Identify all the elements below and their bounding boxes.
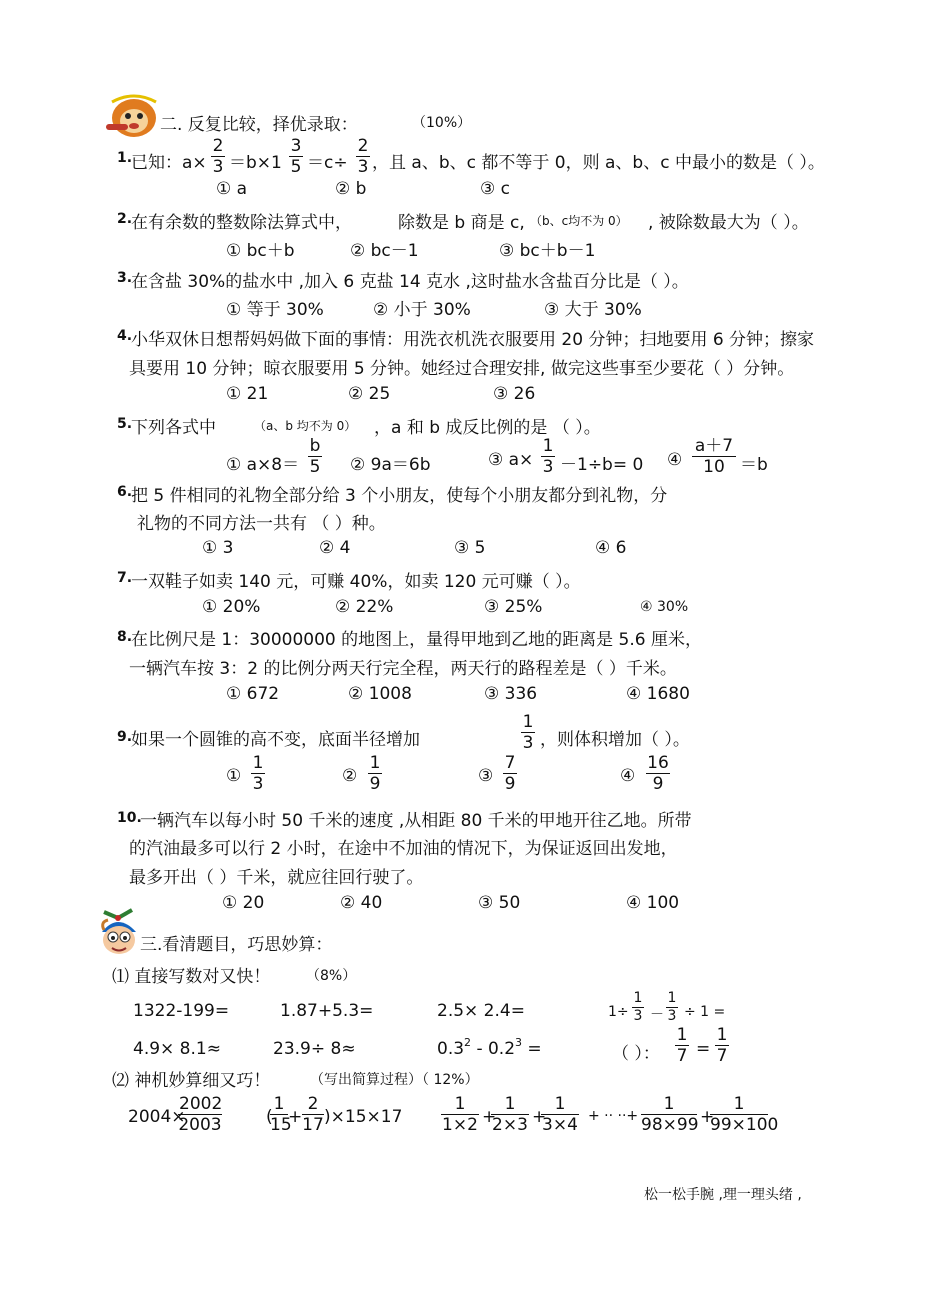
q2-text-a: 在有余数的整数除法算式中， [131, 213, 352, 233]
part1-score: （8%） [306, 968, 357, 984]
calc-8-a: （ ）： [612, 1044, 660, 1064]
q9-option-4-fraction [646, 753, 670, 794]
expression-1-fraction-den: 2003 [178, 1115, 222, 1135]
calc-4-c: ÷ 1 = [684, 1004, 726, 1020]
expression-3-term-5-den: 99×100 [710, 1115, 779, 1135]
calc-5: 4.9× 8.1≈ [133, 1039, 221, 1059]
q1-fraction-3-num: 2 [357, 136, 369, 156]
expression-1-fraction-num: 2002 [179, 1094, 223, 1114]
q5-option-3-fraction [541, 436, 555, 477]
expression-3-term-3-den: 3×4 [542, 1115, 578, 1135]
calc-8-fraction-2 [715, 1025, 729, 1066]
calc-4-b: － [650, 1007, 664, 1023]
q4-number: 4. [117, 328, 133, 344]
q5-option-1-fraction [308, 436, 322, 477]
q2-text-c: , 被除数最大为（ ）。 [648, 213, 809, 233]
calc-1: 1322-199= [133, 1001, 230, 1021]
q9-option-2-fraction [368, 753, 382, 794]
q10-number: 10. [117, 810, 142, 826]
q4-option-3: ③ 26 [493, 384, 536, 404]
calc-4-fraction-1-num: 1 [633, 990, 643, 1006]
q9-option-3-den: 9 [504, 774, 516, 794]
q1-fraction-2-num: 3 [290, 136, 302, 156]
expression-1-fraction [178, 1094, 222, 1135]
q1-text-c: ＝c÷ [307, 153, 348, 173]
calc-3: 2.5× 2.4= [437, 1001, 525, 1021]
q7-text: 一双鞋子如卖 140 元，可赚 40%，如卖 120 元可赚（ ）。 [131, 572, 581, 592]
q5-text-a: 下列各式中 [131, 418, 216, 438]
q9-option-3-num: 7 [504, 753, 516, 773]
q5-number: 5. [117, 416, 133, 432]
calc-4-fraction-2-num: 1 [667, 990, 677, 1006]
q7-option-4: ④ 30% [640, 599, 689, 615]
q1-fraction-2 [289, 136, 303, 177]
calc-7-exp-1: 2 [464, 1036, 472, 1049]
expression-2-b: )×15×17 [324, 1107, 403, 1127]
q3-option-2: ② 小于 30% [373, 300, 471, 320]
q6-line1: 把 5 件相同的礼物全部分给 3 个小朋友，使每个小朋友都分到礼物，分 [131, 486, 668, 506]
expression-3-plus-2: + [532, 1107, 547, 1127]
q4-option-2: ② 25 [348, 384, 391, 404]
expression-3-term-1-den: 1×2 [442, 1115, 478, 1135]
calc-8-fraction-2-num: 1 [716, 1025, 728, 1045]
expression-3-term-4-den: 98×99 [641, 1115, 699, 1135]
q10-line2: 的汽油最多可以行 2 小时，在途中不加油的情况下，为保证返回出发地， [129, 839, 678, 859]
q10-option-3: ③ 50 [478, 893, 521, 913]
calc-7-eq: = [522, 1039, 542, 1059]
expression-3-ellipsis: + ·· ··+ [588, 1108, 639, 1124]
expression-3-term-1-num: 1 [441, 1094, 479, 1115]
expression-3-term-3-num: 1 [541, 1094, 579, 1115]
part2-title: ⑵ 神机妙算细又巧！ [112, 1071, 271, 1091]
expression-3-term-2 [491, 1094, 529, 1135]
q9-option-1-num: 1 [252, 753, 264, 773]
q9-fraction [521, 712, 535, 753]
q1-text-a: 已知：a× [131, 153, 207, 173]
expression-2-fraction-2 [302, 1094, 324, 1135]
calc-7-exp-2: 3 [515, 1036, 523, 1049]
q5-option-3-text-b: －1÷b= 0 [560, 455, 644, 475]
q5-option-3-fraction-num: 1 [542, 436, 554, 456]
q10-option-1: ① 20 [222, 893, 265, 913]
q9-option-2-num: 1 [369, 753, 381, 773]
expression-3-term-5 [710, 1094, 779, 1135]
expression-3-term-4 [641, 1094, 697, 1135]
q5-option-1-text: ① a×8＝ [226, 455, 300, 475]
q9-option-3-mark: ③ [478, 766, 494, 786]
expression-3-term-2-num: 1 [491, 1094, 529, 1115]
q1-option-b: ② b [335, 179, 367, 199]
q9-fraction-den: 3 [522, 733, 534, 753]
monkey-mascot-icon [102, 94, 162, 144]
q7-option-1: ① 20% [202, 597, 261, 617]
q9-fraction-num: 1 [522, 712, 534, 732]
calc-7 [437, 1036, 542, 1059]
q5-text-b: ，a 和 b 成反比例的是 （ ）。 [374, 418, 601, 438]
section2-title: 二. 反复比较，择优录取： [160, 115, 358, 135]
q2-note: （b、c均不为 0） [530, 214, 628, 228]
q5-option-1-fraction-num: b [309, 436, 321, 456]
expression-2-fraction-1-num: 1 [270, 1094, 288, 1115]
calc-4-fraction-2-den: 3 [667, 1008, 677, 1024]
q1-text-b: ＝b×1 [229, 153, 282, 173]
expression-3-term-5-num: 1 [710, 1094, 768, 1115]
calc-8-fraction-1-num: 1 [676, 1025, 688, 1045]
q6-number: 6. [117, 484, 133, 500]
q8-option-4: ④ 1680 [626, 684, 690, 704]
q9-option-1-den: 3 [252, 774, 264, 794]
expression-2-fraction-1 [270, 1094, 292, 1135]
q10-line1: 一辆汽车以每小时 50 千米的速度 ,从相距 80 千米的甲地开往乙地。所带 [140, 811, 692, 831]
expression-1-a: 2004× [128, 1107, 186, 1127]
calc-8-fraction-1-den: 7 [676, 1046, 688, 1066]
q9-option-4-den: 9 [652, 774, 664, 794]
q6-line2: 礼物的不同方法一共有 （ ）种。 [137, 514, 386, 534]
q2-option-3: ③ bc＋b－1 [499, 241, 596, 261]
q9-option-4-mark: ④ [620, 766, 636, 786]
calc-4-a: 1÷ [608, 1004, 629, 1020]
section3-title: 三.看清题目，巧思妙算： [140, 935, 333, 955]
q5-option-4-mark: ④ [667, 450, 683, 470]
q1-text-d: ，且 a、b、c 都不等于 0，则 a、b、c 中最小的数是（ ）。 [372, 153, 825, 173]
q4-option-1: ① 21 [226, 384, 269, 404]
part1-title: ⑴ 直接写数对又快！ [112, 967, 271, 987]
q9-option-1-fraction [251, 753, 265, 794]
q9-option-1-mark: ① [226, 766, 242, 786]
expression-3-plus-1: + [482, 1107, 497, 1127]
q2-option-1: ① bc＋b [226, 241, 295, 261]
q3-number: 3. [117, 270, 133, 286]
propeller-boy-mascot-icon [96, 906, 142, 958]
calc-7-base-2: - 0.2 [471, 1039, 516, 1059]
q3-text: 在含盐 30%的盐水中 ,加入 6 克盐 14 克水 ,这时盐水含盐百分比是（ ）。 [131, 272, 689, 292]
q8-option-1: ① 672 [226, 684, 280, 704]
q9-number: 9. [117, 729, 133, 745]
expression-2-fraction-2-den: 17 [302, 1115, 324, 1135]
q1-fraction-3-den: 3 [357, 157, 369, 177]
q5-option-4-text-b: ＝b [740, 455, 768, 475]
q7-option-2: ② 22% [335, 597, 394, 617]
q5-option-1-fraction-den: 5 [309, 457, 321, 477]
expression-3-plus-4: + [700, 1107, 715, 1127]
calc-4-fraction-1 [632, 990, 644, 1025]
expression-2-fraction-2-num: 2 [302, 1094, 324, 1115]
q10-line3: 最多开出（ ）千米，就应往回行驶了。 [129, 868, 424, 888]
q5-option-3-fraction-den: 3 [542, 457, 554, 477]
calc-8-eq: = [696, 1039, 711, 1059]
expression-3-term-4-num: 1 [641, 1094, 697, 1115]
calc-8-fraction-2-den: 7 [716, 1046, 728, 1066]
q4-line1: 小华双休日想帮妈妈做下面的事情：用洗衣机洗衣服要用 20 分钟；扫地要用 6 分钟；擦家 [131, 330, 815, 350]
calc-8-fraction-1 [675, 1025, 689, 1066]
expression-3-term-1 [441, 1094, 479, 1135]
q8-option-2: ② 1008 [348, 684, 412, 704]
q1-fraction-2-den: 5 [290, 157, 302, 177]
q9-text-a: 如果一个圆锥的高不变，底面半径增加 [131, 730, 420, 750]
q7-option-3: ③ 25% [484, 597, 543, 617]
q2-option-2: ② bc－1 [350, 241, 419, 261]
q5-option-4-fraction-den: 10 [703, 457, 725, 477]
q1-fraction-1-num: 2 [212, 136, 224, 156]
q1-fraction-1-den: 3 [212, 157, 224, 177]
q9-option-3-fraction [503, 753, 517, 794]
q9-option-2-den: 9 [369, 774, 381, 794]
q7-number: 7. [117, 570, 133, 586]
q5-option-2: ② 9a＝6b [350, 455, 431, 475]
q3-option-3: ③ 大于 30% [544, 300, 642, 320]
q2-number: 2. [117, 211, 133, 227]
expression-2-plus: + [288, 1107, 303, 1127]
q1-number: 1. [117, 150, 133, 166]
section2-score: （10%） [412, 115, 472, 131]
q1-option-c: ③ c [480, 179, 510, 199]
q8-line2: 一辆汽车按 3：2 的比例分两天行完全程，两天行的路程差是（ ）千米。 [129, 659, 677, 679]
q5-note: （a、b 均不为 0） [254, 419, 357, 433]
part2-note: （写出简算过程）（ 12%） [310, 1072, 479, 1088]
q1-option-a: ① a [216, 179, 248, 199]
expression-2-open: ( [266, 1107, 273, 1127]
q5-option-3-text-a: ③ a× [488, 450, 534, 470]
footer-text: 松一松手腕 ,理一理头绪 , [644, 1187, 802, 1203]
calc-4-fraction-1-den: 3 [633, 1008, 643, 1024]
calc-4-fraction-2 [666, 990, 678, 1025]
q10-option-4: ④ 100 [626, 893, 680, 913]
q8-option-3: ③ 336 [484, 684, 538, 704]
q6-option-4: ④ 6 [595, 538, 627, 558]
expression-2-fraction-1-den: 15 [270, 1115, 292, 1135]
q5-option-4-fraction-num: a＋7 [692, 436, 736, 457]
q8-line1: 在比例尺是 1：30000000 的地图上，量得甲地到乙地的距离是 5.6 厘米， [131, 630, 702, 650]
expression-3-term-3 [541, 1094, 579, 1135]
q6-option-1: ① 3 [202, 538, 234, 558]
q6-option-2: ② 4 [319, 538, 351, 558]
q9-text-b: ，则体积增加（ ）。 [540, 730, 690, 750]
q3-option-1: ① 等于 30% [226, 300, 324, 320]
calc-2: 1.87+5.3= [280, 1001, 374, 1021]
q6-option-3: ③ 5 [454, 538, 486, 558]
calc-6: 23.9÷ 8≈ [273, 1039, 356, 1059]
q4-line2: 具要用 10 分钟；晾衣服要用 5 分钟。她经过合理安排, 做完这些事至少要花（ ）分钟。 [129, 359, 795, 379]
q8-number: 8. [117, 629, 133, 645]
q2-text-b: 除数是 b 商是 c, [398, 213, 525, 233]
q5-option-4-fraction [692, 436, 736, 477]
expression-3-term-2-den: 2×3 [492, 1115, 528, 1135]
q1-fraction-1 [211, 136, 225, 177]
q1-fraction-3 [356, 136, 370, 177]
q10-option-2: ② 40 [340, 893, 383, 913]
q9-option-4-num: 16 [647, 753, 669, 773]
q9-option-2-mark: ② [342, 766, 358, 786]
calc-7-base-1: 0.3 [437, 1039, 465, 1059]
